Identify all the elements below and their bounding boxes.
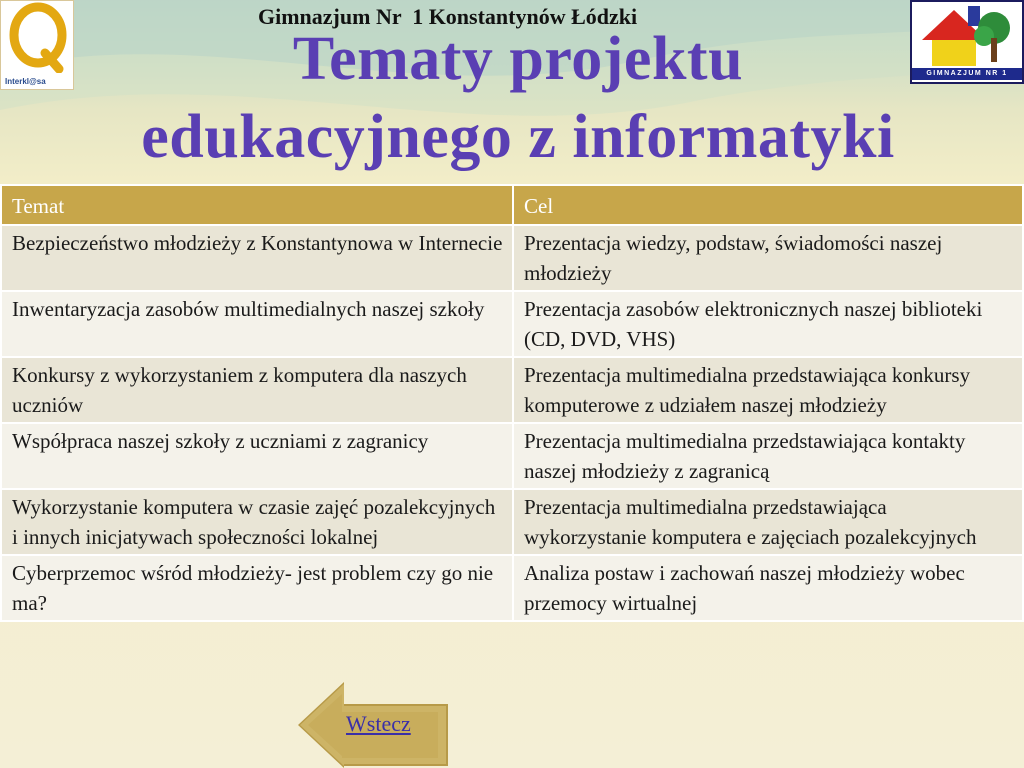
topic-cell: Współpraca naszej szkoły z uczniami z zagranicy xyxy=(1,423,513,489)
interklasa-logo-text: Interkl@sa xyxy=(5,77,46,86)
topics-table xyxy=(0,184,1024,622)
school-logo xyxy=(910,0,1024,84)
topic-cell: Cyberprzemoc wśród młodzieży- jest problem czy go nie ma? xyxy=(1,555,513,621)
topic-cell: Bezpieczeństwo młodzieży z Konstantynowa w Internecie xyxy=(1,225,513,291)
school-logo-text: GIMNAZJUM NR 1 xyxy=(912,68,1022,80)
table-row xyxy=(1,225,1023,291)
goal-cell: Analiza postaw i zachowań naszej młodzieży wobec przemocy wirtualnej xyxy=(513,555,1023,621)
goal-cell: Prezentacja multimedialna przedstawiająca kontakty naszej młodzieży z zagranicą xyxy=(513,423,1023,489)
goal-cell: Prezentacja multimedialna przedstawiająca konkursy komputerowe z udziałem naszej młodzieży xyxy=(513,357,1023,423)
title-line-2: edukacyjnego z informatyki xyxy=(141,103,895,171)
table-row xyxy=(1,357,1023,423)
topic-cell: Inwentaryzacja zasobów multimedialnych naszej szkoły xyxy=(1,291,513,357)
goal-cell: Prezentacja multimedialna przedstawiająca wykorzystanie komputera e zajęciach pozalekcyjnych xyxy=(513,489,1023,555)
back-link[interactable]: Wstecz xyxy=(346,711,411,736)
table-header-row xyxy=(1,185,1023,225)
table-row xyxy=(1,291,1023,357)
school-name: Gimnazjum Nr 1 Konstantynów Łódzki xyxy=(258,4,638,29)
topic-cell: Wykorzystanie komputera w czasie zajęć pozalekcyjnych i innych inicjatywach społeczności lokalnej xyxy=(1,489,513,555)
title-line-1: Tematy projektu xyxy=(292,25,744,93)
table-row xyxy=(1,555,1023,621)
page-title xyxy=(60,20,976,176)
goal-cell: Prezentacja zasobów elektronicznych naszej biblioteki (CD, DVD, VHS) xyxy=(513,291,1023,357)
school-logo-icon xyxy=(912,2,1022,70)
table-row xyxy=(1,489,1023,555)
topic-cell: Konkursy z wykorzystaniem z komputera dla naszych uczniów xyxy=(1,357,513,423)
table-row xyxy=(1,423,1023,489)
goal-cell: Prezentacja wiedzy, podstaw, świadomości naszej młodzieży xyxy=(513,225,1023,291)
column-header-temat: Temat xyxy=(1,185,513,225)
column-header-cel: Cel xyxy=(513,185,1023,225)
